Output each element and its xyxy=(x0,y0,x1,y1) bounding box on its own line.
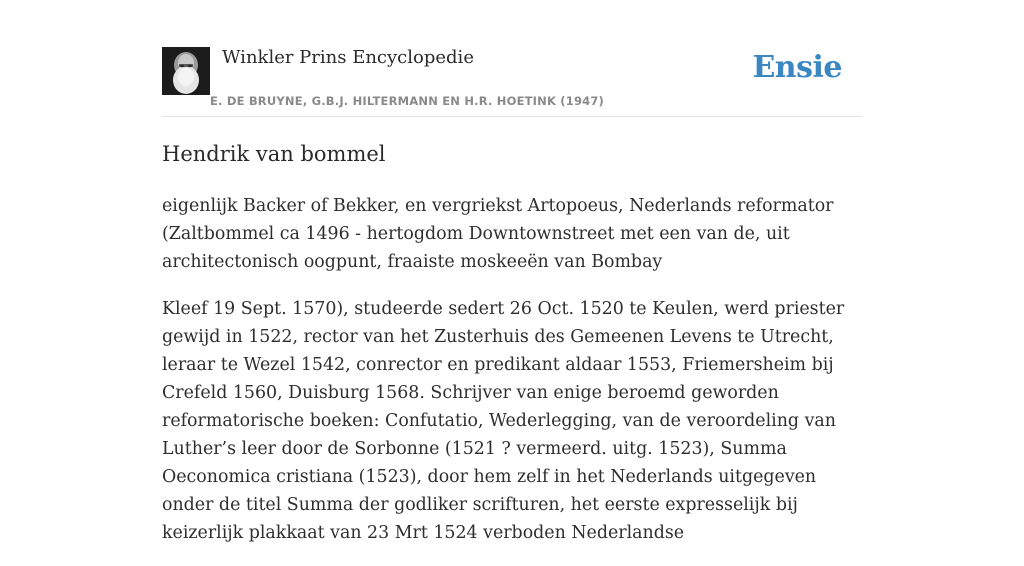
ensie-logo[interactable]: Ensie xyxy=(752,50,842,85)
entry-paragraph: Kleef 19 Sept. 1570), studeerde sedert 26 Oct. 1520 te Keulen, werd priester gewijd in 1522, rector van het Zusterhuis des Gemeenen Levens te Utrecht, leraar te Wezel 1542, conrector en predikant aldaar 1553, Friemersheim bij Crefeld 1560, Duisburg 1568. Schrijver van enige beroemd geworden reformatorische boeken: Confutatio, Wederlegging, van de veroordeling van Luther’s leer door de Sorbonne (1521 ? vermeerd. uitg. 1523), Summa Oeconomica cristiana (1523), door hem zelf in het Nederlands uitgegeven onder de titel Summa der godliker scrifturen, het eerste expresselijk bij keizerlijk plakkaat van 23 Mrt 1524 verboden Nederlandse xyxy=(162,299,845,543)
entry-content xyxy=(162,192,862,566)
book-title[interactable]: Winkler Prins Encyclopedie xyxy=(222,47,474,68)
book-authors: E. DE BRUYNE, G.B.J. HILTERMANN EN H.R. HOETINK (1947) xyxy=(210,94,605,108)
page xyxy=(162,0,862,543)
author-avatar-icon[interactable] xyxy=(162,47,210,95)
entry-paragraph: eigenlijk Backer of Bekker, en vergriekst Artopoeus, Nederlands reformator (Zaltbommel ca 1496 - hertogdom Downtownstreet met een van de, uit architectonisch oogpunt, fraaiste moskeeën van Bombay xyxy=(162,196,834,272)
header xyxy=(162,0,862,117)
portrait-image xyxy=(162,47,210,95)
entry-title: Hendrik van bommel xyxy=(162,142,386,166)
